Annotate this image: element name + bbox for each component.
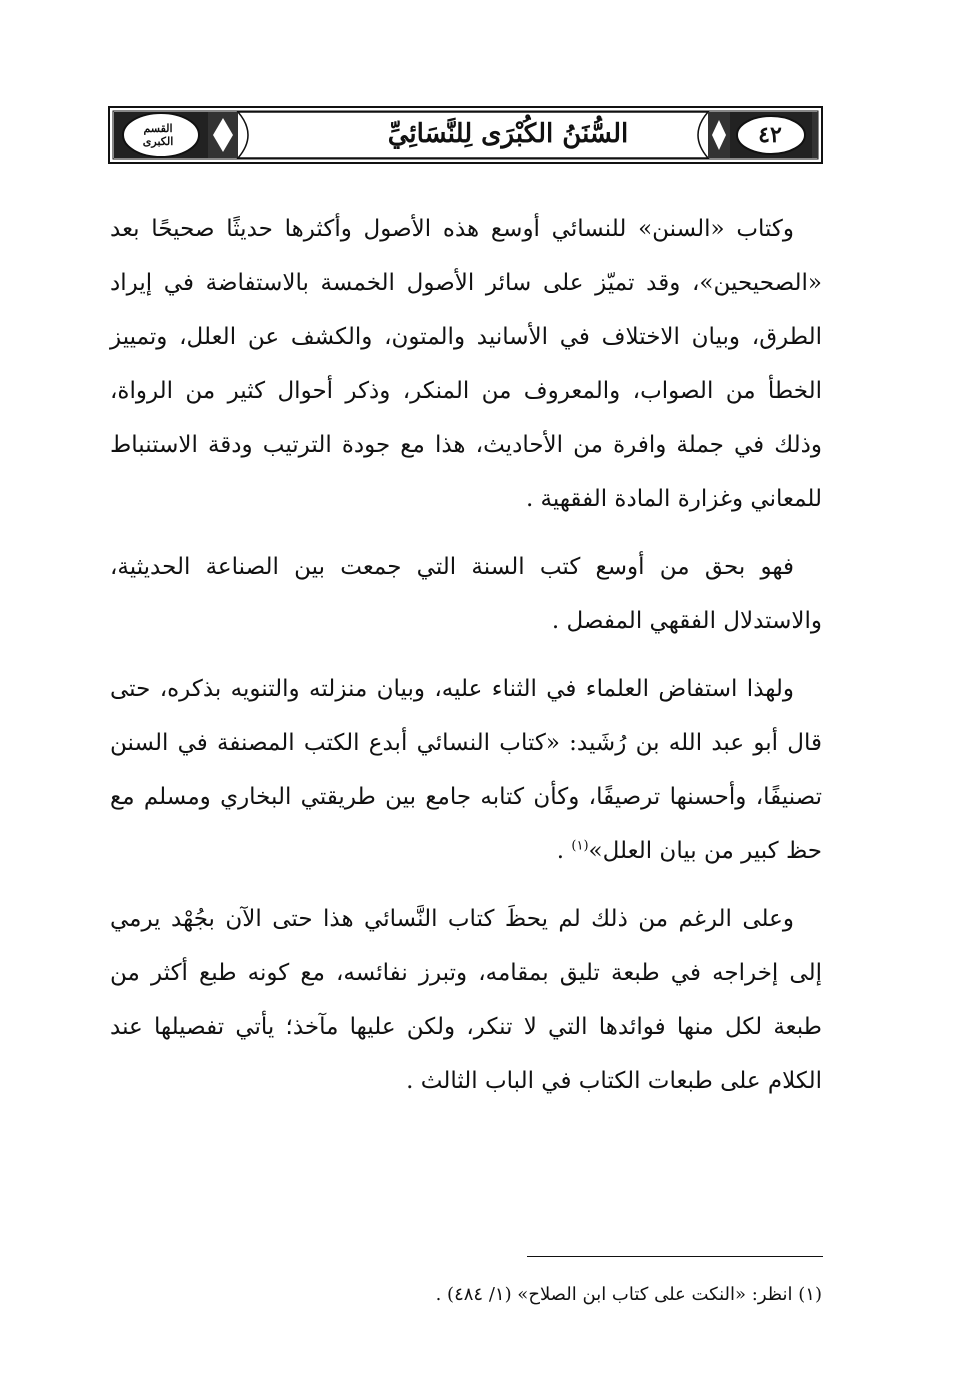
seal-line-2: الكبرى xyxy=(142,135,174,148)
page-number: ٤٢ xyxy=(758,122,782,148)
main-text xyxy=(110,202,822,1122)
paragraph-4: وعلى الرغم من ذلك لم يحظَ كتاب النَّسائي هذا حتى الآن بجُهْد يرمي إلى إخراجه في طبعة تليق بمقامه، وتبرز نفائسه، مع كونه طبع أكثر من طبعة لكل منها فوائدها التي لا تنكر، ولكن عليها مآخذ؛ يأتي تفصيلها عند الكلام على طبعات الكتاب في الباب الثالث . xyxy=(110,906,822,1094)
seal-line-1: القسم xyxy=(143,122,173,135)
footnote-divider xyxy=(527,1256,823,1257)
paragraph-3 xyxy=(110,662,822,878)
footnote-reference[interactable]: (١) xyxy=(571,838,589,854)
paragraph-1: وكتاب «السنن» للنسائي أوسع هذه الأصول وأكثرها حديثًا صحيحًا بعد «الصحيحين»، وقد تميّز على سائر الأصول الخمسة بالاستفاضة في إيراد الطرق، وبيان الاختلاف في الأسانيد والمتون، والكشف عن العلل، وتمييز الخطأ من الصواب، والمعروف من المنكر، وذكر أحوال كثير من الرواة، وذلك في جملة وافرة من الأحاديث، هذا مع جودة الترتيب ودقة الاستنباط للمعاني وغزارة المادة الفقهية . xyxy=(110,216,822,512)
page-header xyxy=(108,106,823,164)
paragraph-2: فهو بحق من أوسع كتب السنة التي جمعت بين الصناعة الحديثية، والاستدلال الفقهي المفصل . xyxy=(110,554,822,634)
page-title: السُّنَنُ الكُبْرَى لِلنَّسَائِيِّ xyxy=(387,119,629,149)
paragraph-3-text: ولهذا استفاض العلماء في الثناء عليه، وبيان منزلته والتنويه بذكره، حتى قال أبو عبد الله بن رُشَيد: «كتاب النسائي أبدع الكتب المصنفة في السنن تصنيفًا، وأحسنها ترصيفًا، وكأن كتابه جامع بين طريقتي البخاري ومسلم مع حظ كبير من بيان العلل» xyxy=(110,676,822,864)
footnote: (١) انظر: «النكت على كتاب ابن الصلاح» (١/ ٤٨٤) . xyxy=(435,1284,822,1305)
paragraph-3-end: . xyxy=(556,838,572,864)
seal-emblem xyxy=(122,114,194,156)
